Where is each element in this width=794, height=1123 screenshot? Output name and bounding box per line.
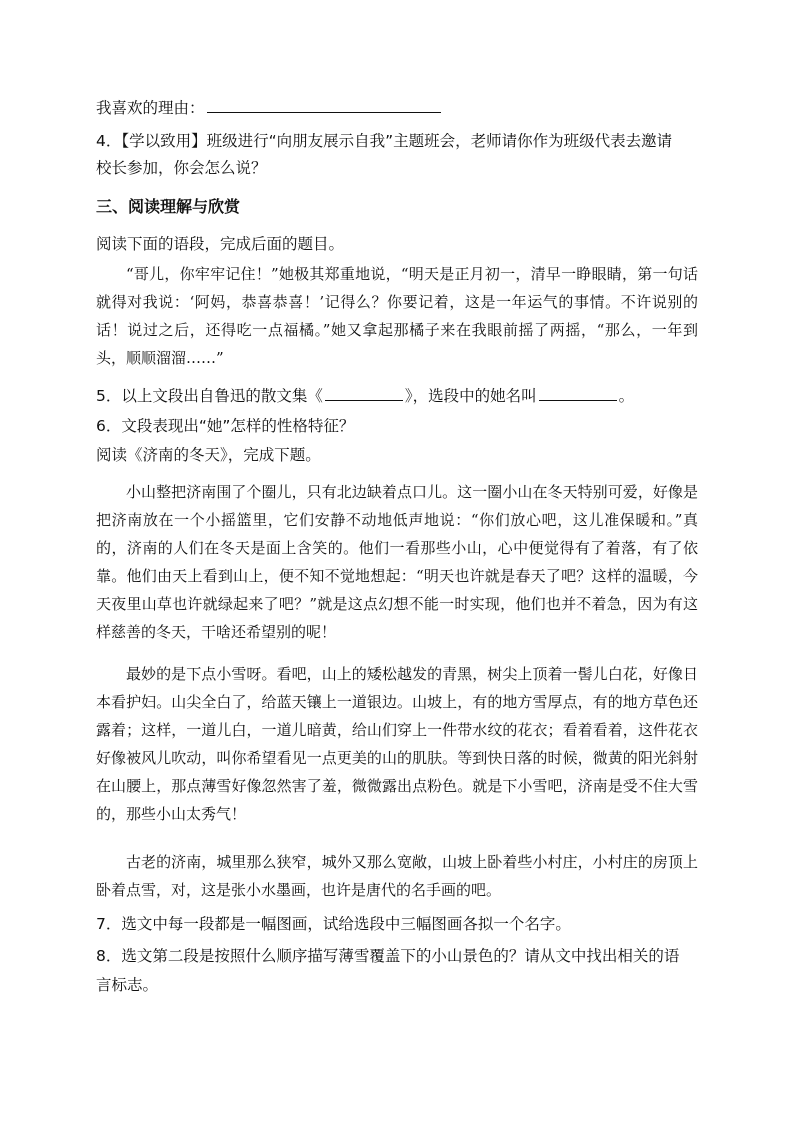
collection-name-blank[interactable] — [325, 399, 403, 401]
question-8-line-1: 8．选文第二段是按照什么顺序描写薄雪覆盖下的小山景色的？请从文中找出相关的语 — [96, 947, 680, 965]
question-7: 7．选文中每一段都是一幅图画，试给选段中三幅图画各拟一个名字。 — [96, 915, 571, 933]
reason-label: 我喜欢的理由： — [96, 99, 205, 117]
question-8-line-2: 言标志。 — [96, 976, 159, 994]
passage-1-text: “哥儿，你牢牢记住！”她极其郑重地说，“明天是正月初一，清早一睁眼睛，第一句话就得对我说：‘阿妈，恭喜恭喜！’记得么？你要记着，这是一年运气的事情。不许说别的话！说过之后，还得吃一点福橘。”她又拿起那橘子来在我眼前摇了两摇，“那么，一年到头，顺顺溜溜……” — [96, 265, 698, 367]
question-5-prefix: 5．以上文段出自鲁迅的散文集《 — [96, 387, 323, 405]
question-6: 6．文段表现出“她”怎样的性格特征？ — [96, 417, 355, 435]
reason-blank[interactable] — [207, 111, 441, 113]
question-4-line-2: 校长参加，你会怎么说？ — [96, 159, 267, 177]
question-5-suffix: 。 — [618, 387, 635, 405]
question-5-middle: 》，选段中的她名叫 — [404, 387, 537, 405]
reason-line — [96, 97, 698, 119]
passage-2-para-2: 最妙的是下点小雪呀。看吧，山上的矮松越发的青黑，树尖上顶着一髻儿白花，好像日本看护妇。山尖全白了，给蓝天镶上一道银边。山坡上，有的地方雪厚点，有的地方草色还露着；这样，一道儿白，一道儿暗黄，给山们穿上一件带水纹的花衣；看着看着，这件花衣好像被风儿吹动，叫你希望看见一点更美的山的肌肤。等到快日落的时候，微黄的阳光斜射在山腰上，那点薄雪好像忽然害了羞，微微露出点粉色。就是下小雪吧，济南是受不住大雪的，那些小山太秀气！ — [96, 665, 698, 823]
passage-2-intro: 阅读《济南的冬天》，完成下题。 — [96, 446, 321, 464]
passage-2-para-1: 小山整把济南围了个圈儿，只有北边缺着点口儿。这一圈小山在冬天特别可爱，好像是把济南放在一个小摇篮里，它们安静不动地低声地说：“你们放心吧，这儿准保暖和。”真的，济南的人们在冬天是面上含笑的。他们一看那些小山，心中便觉得有了着落，有了依靠。他们由天上看到山上，便不知不觉地想起：“明天也许就是春天了吧？这样的温暖，今天夜里山草也许就绿起来了吧？”就是这点幻想不能一时实现，他们也并不着急，因为有这样慈善的冬天，干啥还希望别的呢！ — [96, 483, 698, 641]
section-3-title: 三、阅读理解与欣赏 — [96, 197, 241, 216]
passage-2-para-3: 古老的济南，城里那么狭窄，城外又那么宽敞，山坡上卧着些小村庄，小村庄的房顶上卧着点雪，对，这是张小水墨画，也许是唐代的名手画的吧。 — [96, 853, 698, 899]
question-4-line-1: 4．【学以致用】班级进行“向朋友展示自我”主题班会，老师请你作为班级代表去邀请 — [96, 132, 673, 150]
passage-1-intro: 阅读下面的语段，完成后面的题目。 — [96, 235, 345, 253]
character-name-blank[interactable] — [539, 399, 617, 401]
question-5 — [96, 385, 698, 407]
